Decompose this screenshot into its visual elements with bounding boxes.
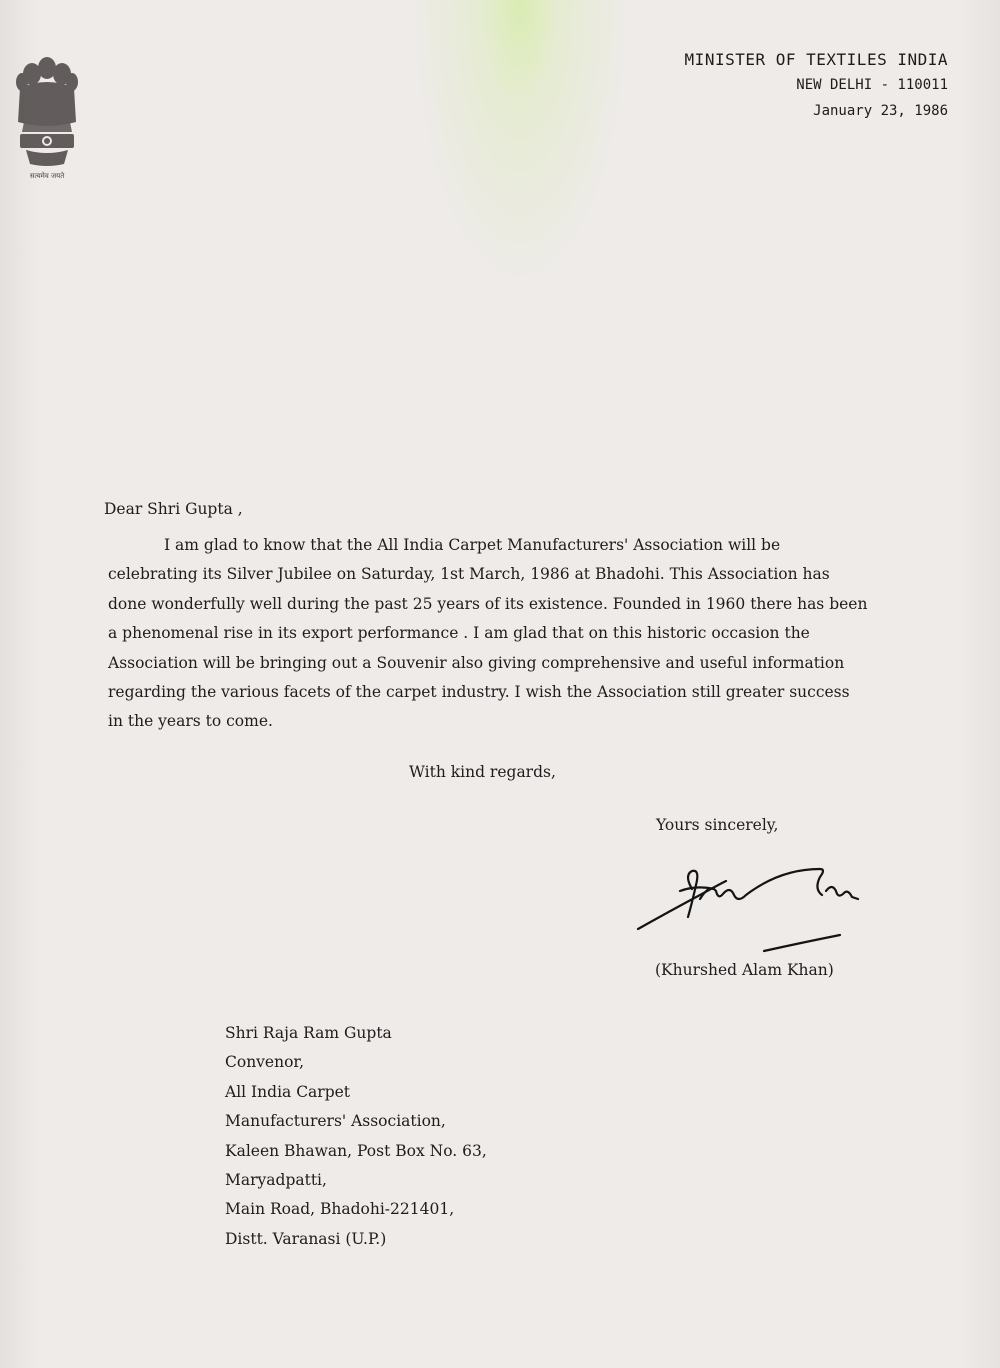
signer-name: (Khurshed Alam Khan) (655, 961, 834, 979)
ministry-title: MINISTER OF TEXTILES INDIA (684, 50, 948, 69)
regards: With kind regards, (409, 763, 556, 781)
national-emblem-icon (10, 52, 84, 182)
letter-body-text: I am glad to know that the All India Carpet Manufacturers' Association will be celebrating its Silver Jubilee on Saturday, 1st March, 1986 at Bhadohi. This Association has done wonderfully well during the past 25 years of its existence. Founded in 1960 there has been a phenomenal rise in its export performance . I am glad that on this historic occasion the Association will be bringing out a Souvenir also giving comprehensive and useful information regarding the various facets of the carpet industry. I wish the Association still greater success in the years to come. (108, 536, 868, 731)
emblem-caption: सत्यमेव जयते (29, 172, 65, 180)
address-line: Manufacturers' Association, (225, 1112, 446, 1131)
closing: Yours sincerely, (656, 816, 779, 834)
letter-body (108, 531, 868, 737)
address-line: Kaleen Bhawan, Post Box No. 63, (225, 1141, 487, 1160)
address-line: All India Carpet (225, 1082, 351, 1101)
address-line: Shri Raja Ram Gupta (225, 1024, 392, 1042)
address-line: Distt. Varanasi (U.P.) (225, 1229, 387, 1248)
address-line: Convenor, (225, 1053, 305, 1072)
letter-date: January 23, 1986 (813, 103, 948, 119)
address-line: Main Road, Bhadohi-221401, (225, 1200, 455, 1219)
recipient-address (225, 1019, 487, 1254)
letterhead (685, 48, 948, 124)
city-line: NEW DELHI - 110011 (796, 77, 948, 93)
salutation: Dear Shri Gupta , (104, 500, 243, 518)
signature (630, 855, 880, 965)
address-line: Maryadpatti, (225, 1171, 327, 1190)
